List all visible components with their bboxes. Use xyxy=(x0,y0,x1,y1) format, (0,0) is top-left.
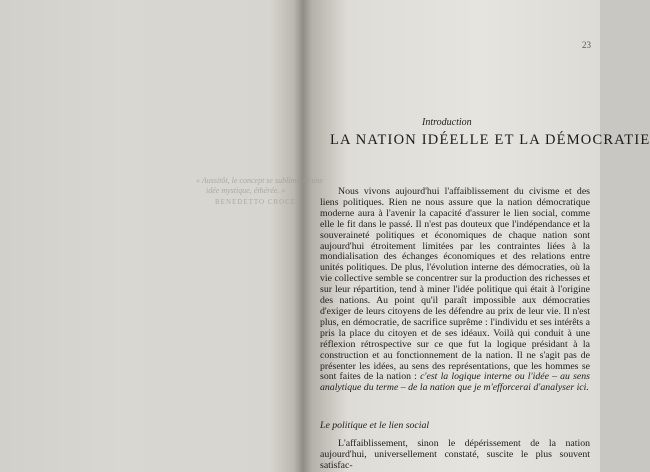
right-page xyxy=(306,0,650,472)
bleed-through-line: BENEDETTO CROCE xyxy=(215,198,297,206)
bleed-through-line: idée mystique, éthérée. » xyxy=(206,186,286,195)
section-heading: Le politique et le lien social xyxy=(320,420,430,431)
left-page xyxy=(0,0,323,472)
chapter-title: LA NATION IDÉELLE ET LA DÉMOCRATIE xyxy=(330,132,650,148)
section-paragraph: L'affaiblissement, sinon le dépérissement de la nation aujourd'hui, universellement constaté, suscite le plus souvent satisfac- xyxy=(320,438,590,471)
bleed-through-line: « Aussitôt, le concept se sublime en une xyxy=(196,176,323,185)
body-text-main: Nous vivons aujourd'hui l'affaiblissement du civisme et des liens politiques. Rien ne nous assure que la nation démocratique moderne aura à l'avenir la capacité d'assurer le lien social, comme elle le fit dans le passé. Il n'est pas douteux que l'indépendance et la souveraineté politiques et économiques de chaque nation sont aujourd'hui étroitement limitées par les contraintes liées à la mondialisation des échanges économiques et des relations entre unités politiques. De plus, l'évolution interne des démocraties, où la vie collective semble se concentrer sur la production des richesses et sur leur répartition, tend à miner l'idée politique qui était à l'origine des nations. Au point qu'il paraît impossible aux démocraties d'exiger de leurs citoyens de les défendre au prix de leur vie. Il n'est plus, en démocratie, de sacrifice suprême : l'individu et ses intérêts a pris la place du citoyen et de ses idéaux. Voilà qui conduit à une réflexion rétrospective sur ce que fut la logique présidant à la construction et au fonctionnement de la nation. Il ne s'agit pas de présenter les idées, au sens des représentations, que les hommes se sont faites de la nation : xyxy=(320,186,590,383)
body-text-emphasis: c'est la logique interne ou l'idée – au sens analytique du terme – de la nation que je m'efforcerai d'analyser ici. xyxy=(320,371,590,394)
section-label: Introduction xyxy=(422,117,472,128)
body-paragraph xyxy=(320,187,590,394)
page-number: 23 xyxy=(582,40,591,50)
